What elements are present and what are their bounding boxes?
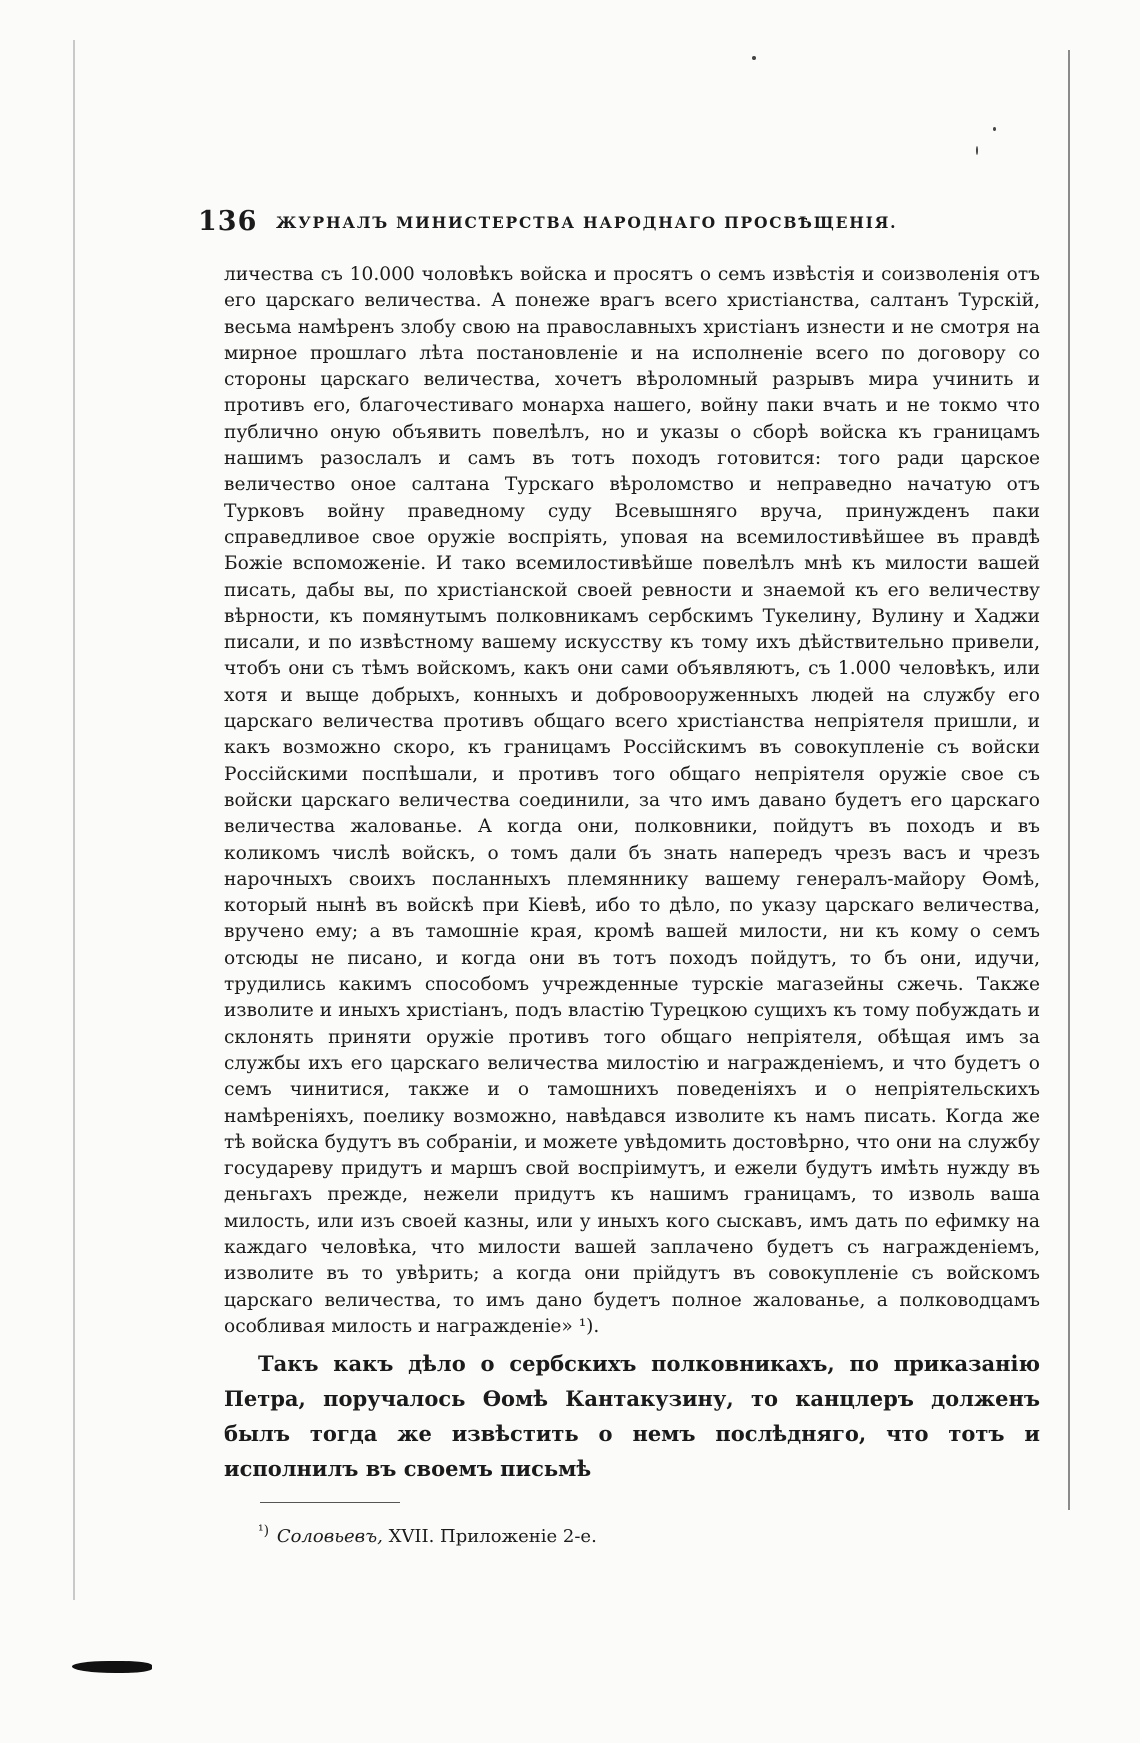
footnote-divider	[260, 1502, 400, 1503]
page-edge-right	[1068, 50, 1070, 1510]
footnote	[258, 1523, 958, 1547]
page-number: 136	[198, 206, 258, 237]
paragraph-continued: личества съ 10.000 чоловѣкъ войска и просятъ о семъ извѣстія и соизволенія отъ его царскаго величества. А понеже врагъ всего христіанства, салтанъ Турскій, весьма намѣренъ злобу свою на православныхъ христіанъ изнести и не смотря на мирное прошлаго лѣта постановленіе и на исполненіе всего по договору со стороны царскаго величества, хочетъ вѣроломный разрывъ мира учинить и противъ его, благочестиваго монарха нашего, войну паки вчать и не токмо что публично оную объявить повелѣлъ, но и указы о сборѣ войска къ границамъ нашимъ разослалъ и самъ въ тотъ походъ готовится: того ради царское величество оное салтана Турскаго вѣроломство и неправедно начатую отъ Турковъ войну праведному суду Всевышняго вруча, принужденъ паки справедливое свое оружіе воспріять, уповая на всемилостивѣйшее въ правдѣ Божіе вспоможеніе. И тако всемилостивѣйше повелѣлъ мнѣ къ милости вашей писать, дабы вы, по христіанской своей ревности и знаемой къ его величеству вѣрности, къ помянутымъ полковникамъ сербскимъ Тукелину, Вулину и Хаджи писали, и по извѣстному вашему искусству къ тому ихъ дѣйствительно привели, чтобъ они съ тѣмъ войскомъ, какъ они сами объявляютъ, съ 1.000 человѣкъ, или хотя и выще добрыхъ, конныхъ и добровооруженныхъ людей на службу его царскаго величества противъ общаго всего христіанства непріятеля пришли, и какъ возможно скоро, къ границамъ Россійскимъ въ совокупленіе съ войски Россійскими поспѣшали, и противъ того общаго непріятеля оружіе свое съ войски царскаго величества соединили, за что имъ давано будетъ его царскаго величества жалованье. А когда они, полковники, пойдутъ въ походъ и въ коликомъ числѣ войскъ, о томъ дали бъ знать напередъ чрезъ васъ и чрезъ нарочныхъ своихъ посланныхъ племяннику вашему генералъ-майору Ѳомѣ, который нынѣ въ войскѣ при Кіевѣ, ибо то дѣло, по указу царскаго величества, вручено ему; а въ тамошніе края, кромѣ вашей милости, ни къ кому о семъ отсюды не писано, и когда они въ тотъ походъ пойдутъ, то бъ они, идучи, трудились какимъ способомъ учрежденные турскіе магазейны сжечь. Также изволите и иныхъ христіанъ, подъ властію Турецкою сущихъ къ тому побуждать и склонять приняти оружіе противъ того общаго непріятеля, обѣщая имъ за службы ихъ его царскаго величества милостію и награжденіемъ, и что будетъ о семъ чинитися, также и о тамошнихъ поведеніяхъ и о непріятельскихъ намѣреніяхъ, поелику возможно, навѣдався изволите къ намъ писать. Когда же тѣ войска будутъ въ собраніи, и можете увѣдомить достовѣрно, что они на службу государеву придутъ и маршъ свой воспріимутъ, и ежели будутъ имѣть нужду въ деньгахъ прежде, нежели придутъ къ нашимъ границамъ, то изволь ваша милость, или изъ своей казны, или у иныхъ кого сыскавъ, имъ дать по ефимку на каждаго человѣка, что милости вашей заплачено будетъ съ награжденіемъ, изволите въ то увѣрить; а когда они прійдутъ въ совокупленіе съ войскомъ царскаго величества, то имъ дано будетъ полное жалованье, а полководцамъ особливая милость и награжденіе» ¹).	[224, 264, 1040, 1337]
footnote-mark: ¹)	[258, 1523, 270, 1539]
page-edge-left	[73, 40, 75, 1600]
body-text	[224, 262, 1040, 1486]
page-header	[198, 206, 953, 246]
scan-speck	[752, 56, 756, 60]
footnote-author: Соловьевъ,	[276, 1526, 383, 1547]
scan-speck	[993, 127, 996, 131]
scan-speck	[976, 146, 978, 155]
scan-ink-blot	[72, 1661, 152, 1673]
paragraph-new: Такъ какъ дѣло о сербскихъ полковникахъ, по приказанію Петра, поручалось Ѳомѣ Кантакузину, то канцлеръ долженъ былъ тогда же извѣстить о немъ послѣдняго, что тотъ и исполнилъ въ своемъ письмѣ	[224, 1351, 1040, 1482]
footnote-reference: XVII. Приложеніе 2-е.	[388, 1526, 597, 1547]
running-title: ЖУРНАЛЪ МИНИСТЕРСТВА НАРОДНАГО ПРОСВѢЩЕНІЯ.	[276, 213, 898, 232]
